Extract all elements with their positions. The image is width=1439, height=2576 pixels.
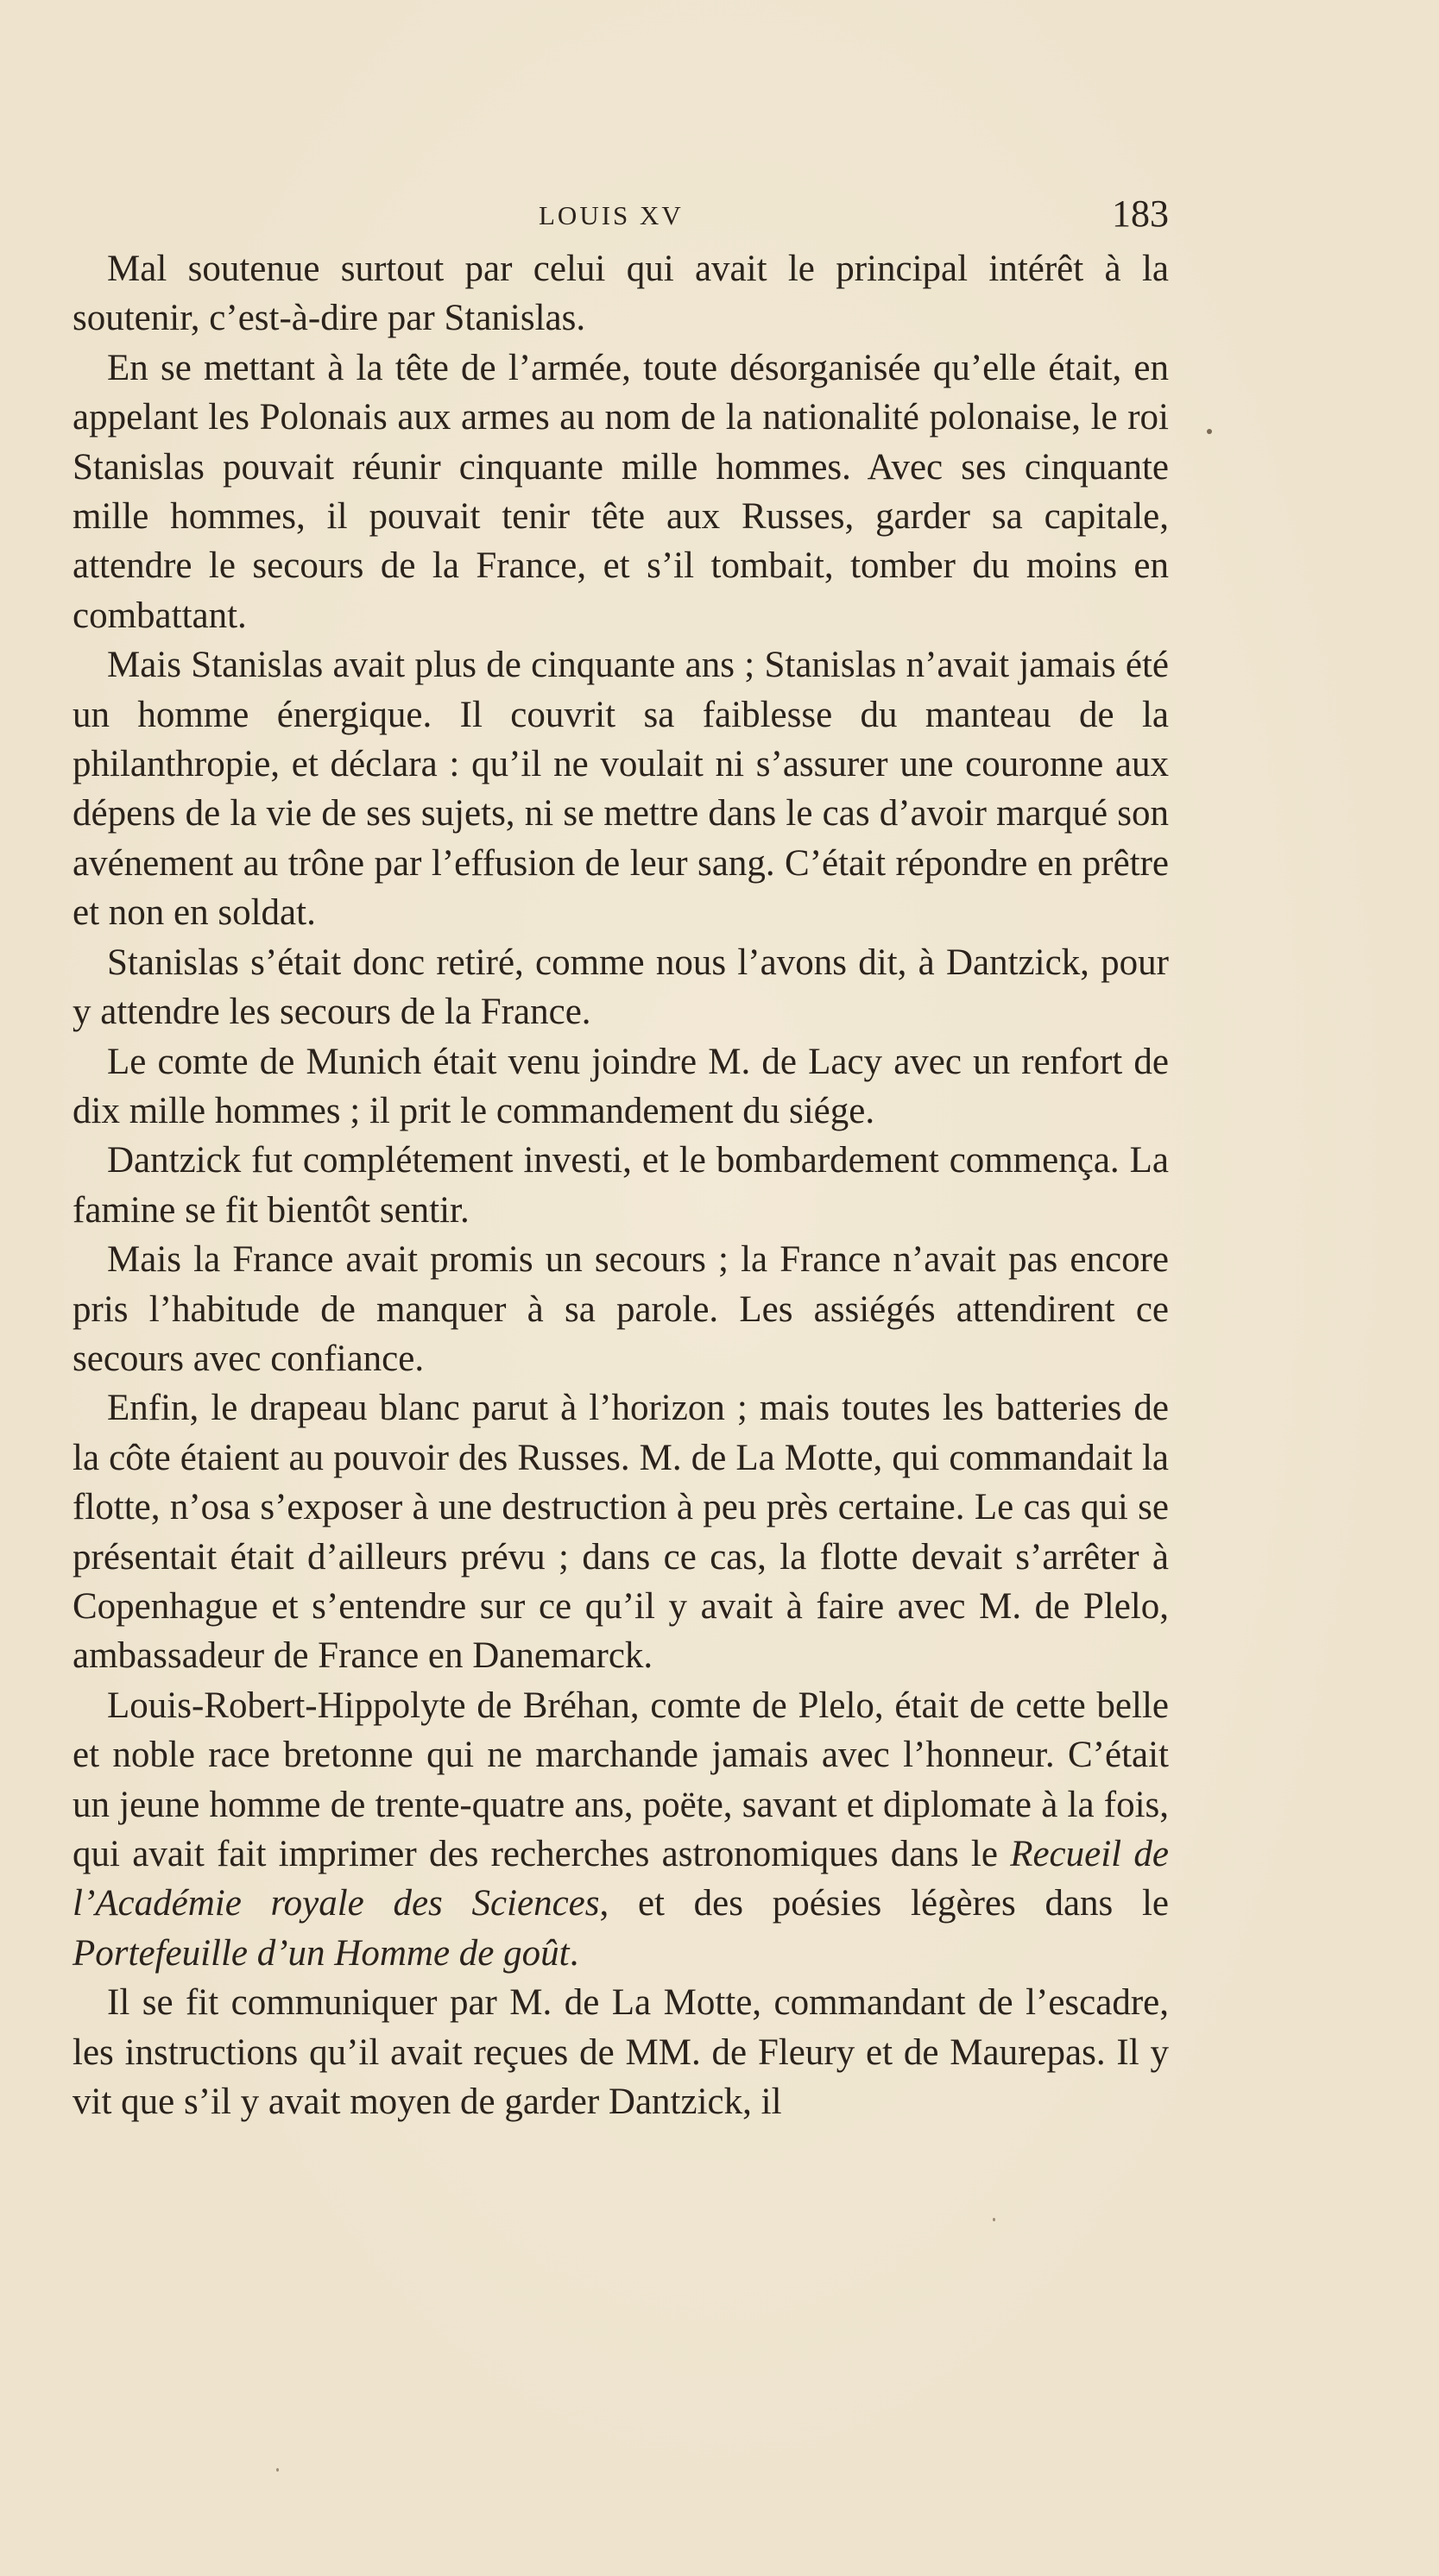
text-run: Le comte de Munich était venu joindre M. de Lacy avec un renfort de dix mille hommes ; il prit le commandement du siége. bbox=[73, 1041, 1169, 1131]
running-head bbox=[73, 192, 1169, 243]
paragraph bbox=[73, 1978, 1169, 2126]
text-run: Louis-Robert-Hippolyte de Bréhan, comte de Plelo, était de cette belle et noble race bretonne qui ne marchande jamais avec l’honneur. C’était un jeune homme de trente-quatre ans, poëte, savant et diplomate à la fois, qui avait fait imprimer des recherches astronomiques dans le bbox=[73, 1685, 1169, 1874]
paragraph bbox=[73, 1681, 1169, 1978]
paragraph bbox=[73, 1136, 1169, 1235]
text-run: Mais la France avait promis un secours ; la France n’avait pas encore pris l’habitude de manquer à sa parole. Les assiégés attendirent ce secours avec confiance. bbox=[73, 1239, 1169, 1379]
paragraph bbox=[73, 1383, 1169, 1680]
paragraph bbox=[73, 244, 1169, 343]
text-run: Mais Stanislas avait plus de cinquante ans ; Stanislas n’avait jamais été un homme énergique. Il couvrit sa faiblesse du manteau de la philanthropie, et déclara : qu’il ne voulait ni s’assurer une couronne aux dépens de la vie de ses sujets, ni se mettre dans le cas d’avoir marqué son avénement au trône par l’effusion de leur sang. C’était répondre en prêtre et non en soldat. bbox=[73, 645, 1169, 934]
paragraph bbox=[73, 1235, 1169, 1383]
paragraph bbox=[73, 640, 1169, 937]
paragraph bbox=[73, 938, 1169, 1037]
paper-speck bbox=[276, 2468, 279, 2472]
paragraph bbox=[73, 343, 1169, 640]
italic-title: Recueil de l’Académie royale des Sciences bbox=[73, 1834, 1169, 1924]
text-run: En se mettant à la tête de l’armée, toute désorganisée qu’elle était, en appelant les Polonais aux armes au nom de la nationalité polonaise, le roi Stanislas pouvait réunir cinquante mille hommes. Avec ses cinquante mille hommes, il pouvait tenir tête aux Russes, garder sa capitale, attendre le secours de la France, et s’il tombait, tomber du moins en combattant. bbox=[73, 347, 1169, 636]
text-run: Enfin, le drapeau blanc parut à l’horizon ; mais toutes les batteries de la côte étaient au pouvoir des Russes. M. de La Motte, qui commandait la flotte, n’osa s’exposer à une destruction à peu près certaine. Le cas qui se présentait était d’ailleurs prévu ; dans ce cas, la flotte devait s’arrêter à Copenhague et s’entendre sur ce qu’il y avait à faire avec M. de Plelo, ambassadeur de France en Danemarck. bbox=[73, 1388, 1169, 1677]
paper-speck bbox=[993, 2218, 995, 2221]
italic-title: Portefeuille d’un Homme de goût bbox=[73, 1932, 570, 1974]
text-run: , et des poésies légères dans le bbox=[599, 1883, 1170, 1924]
margin-dot bbox=[1207, 429, 1212, 434]
paragraph bbox=[73, 1037, 1169, 1137]
text-run: Stanislas s’était donc retiré, comme nous l’avons dit, à Dantzick, pour y attendre les secours de la France. bbox=[73, 942, 1169, 1033]
text-run: Il se fit communiquer par M. de La Motte, commandant de l’escadre, les instructions qu’il avait reçues de MM. de Fleury et de Maurepas. Il y vit que s’il y avait moyen de garder Dantzick, il bbox=[73, 1982, 1169, 2123]
text-run: . bbox=[569, 1932, 579, 1974]
page-number: 183 bbox=[1112, 192, 1169, 235]
text-run: Mal soutenue surtout par celui qui avait le principal intérêt à la soutenir, c’est-à-dire par Stanislas. bbox=[73, 249, 1169, 339]
body-text bbox=[73, 244, 1169, 2126]
running-head-title: LOUIS XV bbox=[539, 200, 684, 230]
text-run: Dantzick fut complétement investi, et le bombardement commença. La famine se fit bientôt sentir. bbox=[73, 1140, 1169, 1231]
